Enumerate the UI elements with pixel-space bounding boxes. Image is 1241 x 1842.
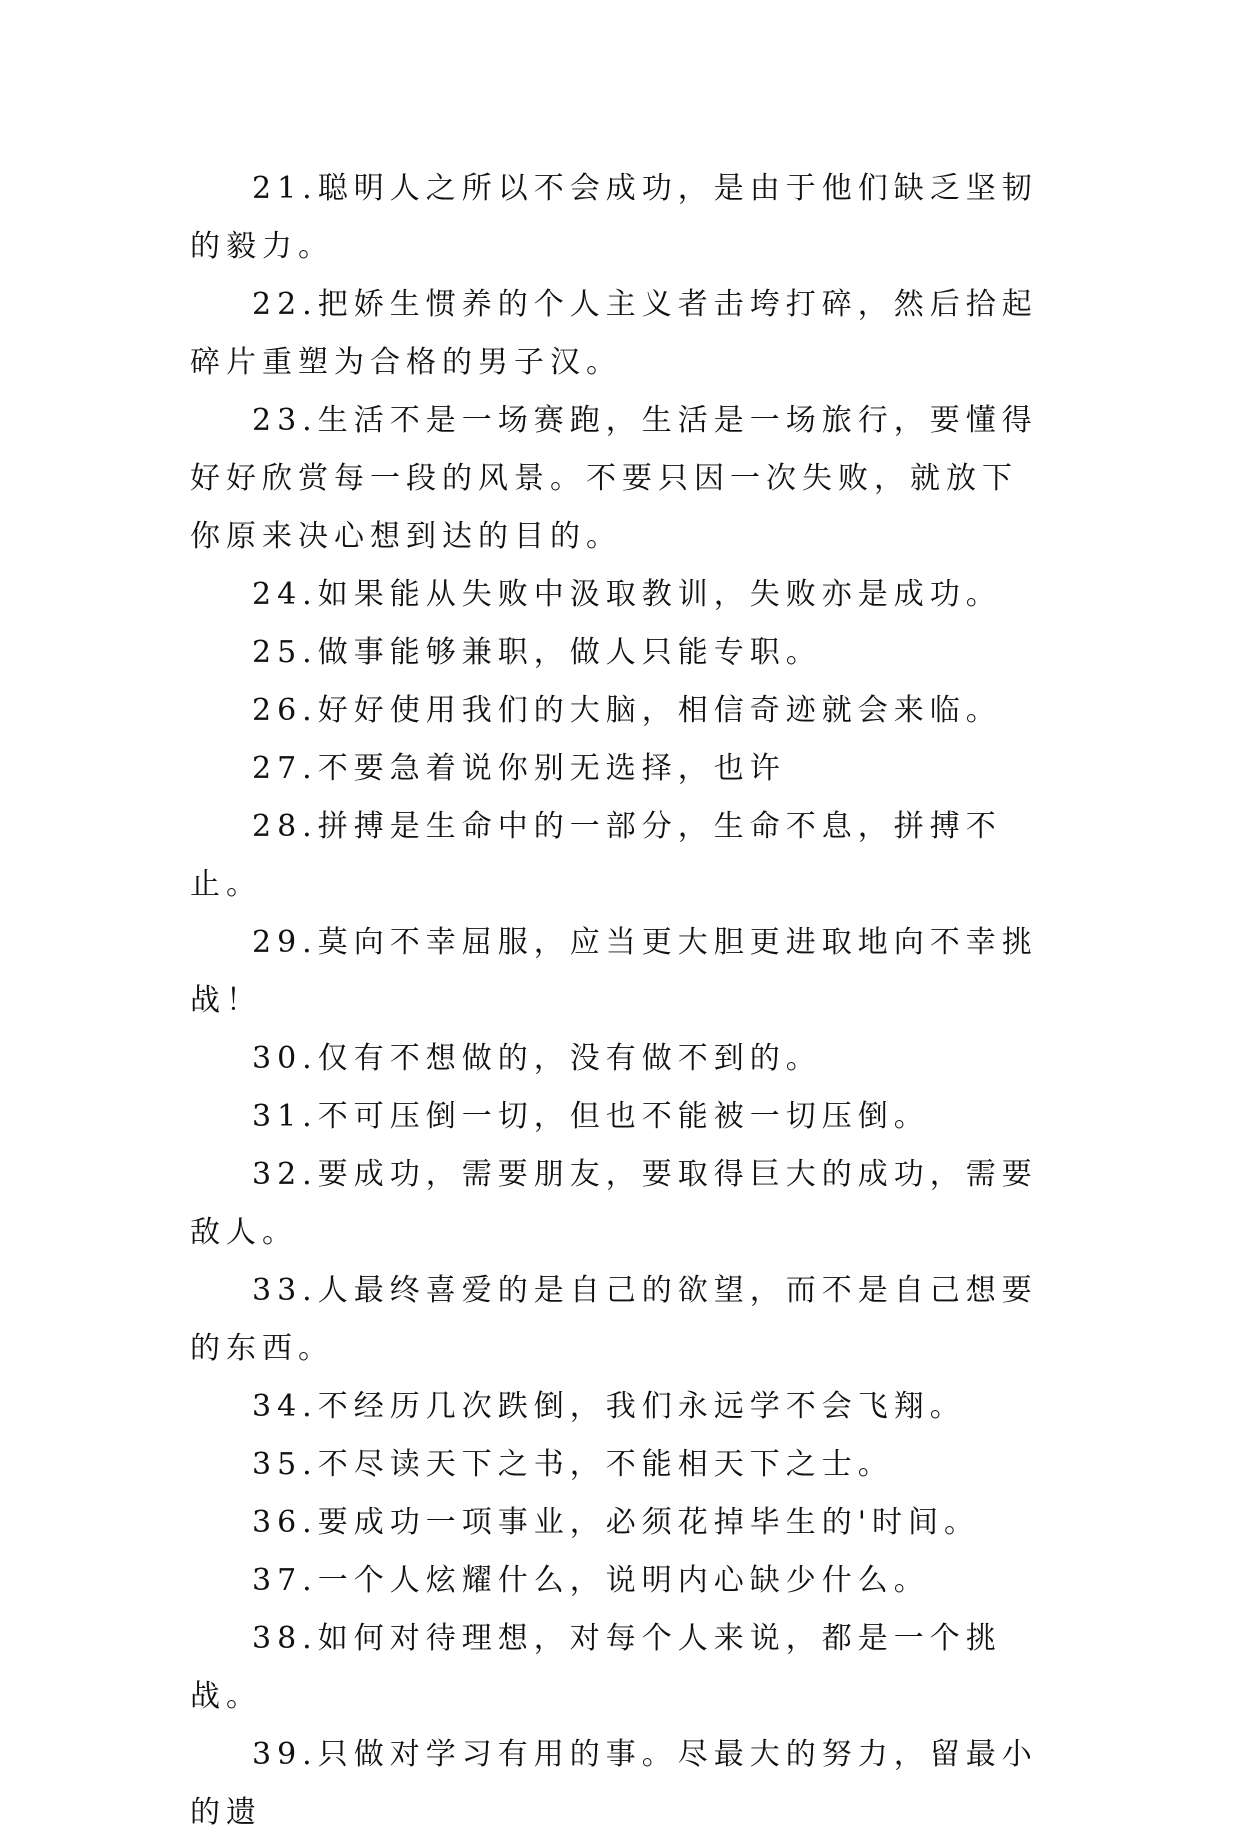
paragraph-22: 22.把娇生惯养的个人主义者击垮打碎，然后拾起碎片重塑为合格的男子汉。 [190,287,1038,380]
paragraph-35: 35.不尽读天下之书，不能相天下之士。 [252,1447,894,1482]
document-body [190,160,1050,1842]
paragraph-28: 28.拼搏是生命中的一部分，生命不息，拼搏不止。 [190,809,1002,902]
paragraph-25: 25.做事能够兼职，做人只能专职。 [252,635,822,670]
paragraph-33: 33.人最终喜爱的是自己的欲望，而不是自己想要的东西。 [190,1273,1038,1366]
paragraph-39: 39.只做对学习有用的事。尽最大的努力，留最小的遗 [190,1737,1038,1830]
paragraph-31: 31.不可压倒一切，但也不能被一切压倒。 [252,1099,930,1134]
paragraph-38: 38.如何对待理想，对每个人来说，都是一个挑战。 [190,1621,1002,1714]
paragraph-36: 36.要成功一项事业，必须花掉毕生的'时间。 [252,1505,980,1540]
paragraph-29: 29.莫向不幸屈服，应当更大胆更进取地向不幸挑战！ [190,925,1038,1018]
paragraph-23: 23.生活不是一场赛跑，生活是一场旅行，要懂得好好欣赏每一段的风景。不要只因一次失败，就放下你原来决心想到达的目的。 [190,403,1038,554]
paragraph-24: 24.如果能从失败中汲取教训，失败亦是成功。 [252,577,1002,612]
paragraph-37: 37.一个人炫耀什么，说明内心缺少什么。 [252,1563,930,1598]
paragraph-21: 21.聪明人之所以不会成功，是由于他们缺乏坚韧的毅力。 [190,171,1038,264]
paragraph-34: 34.不经历几次跌倒，我们永远学不会飞翔。 [252,1389,966,1424]
paragraph-27: 27.不要急着说你别无选择，也许 [252,751,786,786]
paragraph-32: 32.要成功，需要朋友，要取得巨大的成功，需要敌人。 [190,1157,1038,1250]
paragraph-26: 26.好好使用我们的大脑，相信奇迹就会来临。 [252,693,1002,728]
paragraph-30: 30.仅有不想做的，没有做不到的。 [252,1041,822,1076]
